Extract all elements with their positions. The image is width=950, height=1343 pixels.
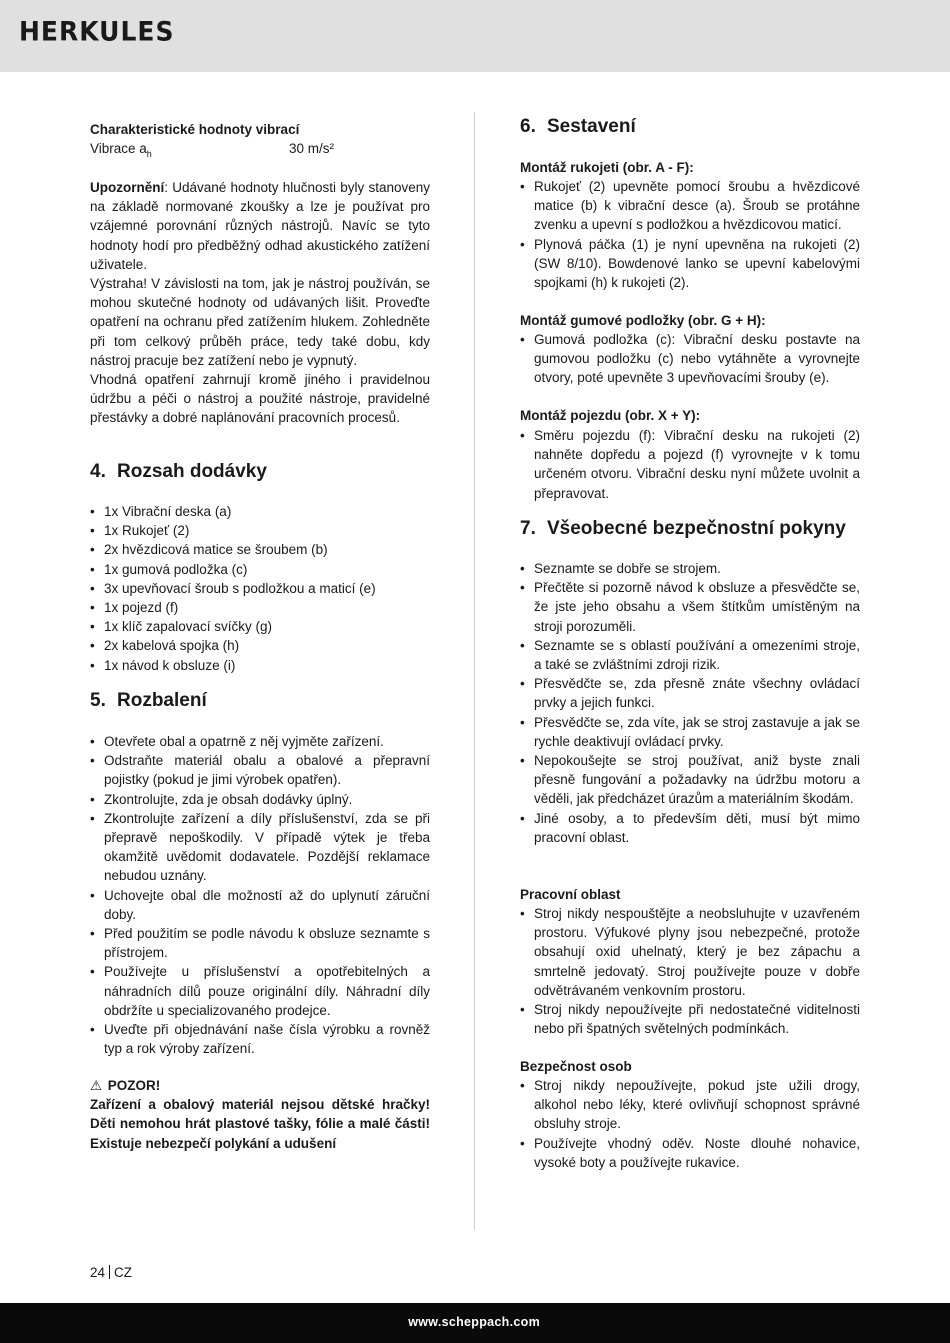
header-bar xyxy=(0,0,950,72)
list-item: • Před použitím se podle návodu k obsluze seznamte s přístrojem. xyxy=(90,924,430,962)
section-5-heading: 5. Rozbalení xyxy=(90,690,207,711)
list-item: • Přesvědčte se, zda přesně znáte všechny ovládací prvky a jejich funkci. xyxy=(520,674,860,712)
section-7-heading: 7. Všeobecné bezpečnostní pokyny xyxy=(520,518,846,539)
list-item: • 1x pojezd (f) xyxy=(90,598,430,617)
note-paragraph: Upozornění: Udávané hodnoty hlučnosti byly stanoveny na základě normované zkoušky a lze je používat pro vzájemné porovnání různých nástrojů. Navíc se tyto hodnoty hodí pro předběžný odhad akustického zatížení uživatele. xyxy=(90,180,430,272)
list-item: • Směru pojezdu (f): Vibrační desku na rukojeti (2) nahněte dopředu a pojezd (f) vyrovnejte v k tomu určeném otvoru. Vibrační desku nyní můžete uvolnit a přepravovat. xyxy=(520,426,860,503)
warning-paragraph: Výstraha! V závislosti na tom, jak je nástroj používán, se mohou skutečné hodnoty od udávaných lišit. Proveďte opatření na ochranu před zatížením hlukem. Zohledněte při tom celkový průběh práce, tedy také dobu, kdy nástroj pracuje bez zatížení nebo je vypnutý. xyxy=(90,276,430,368)
vibration-value: 30 m/s² xyxy=(289,141,335,157)
page-separator xyxy=(109,1265,110,1279)
brand-logo: HERKULES xyxy=(19,16,175,47)
list-item: • Rukojeť (2) upevněte pomocí šroubu a hvězdicové matice (b) k vibrační desce (a). Šroub se protáhne zvenku a upevní s podložkou a hvězdicovou maticí. xyxy=(520,177,860,235)
list-item: • Seznamte se dobře se strojem. xyxy=(520,559,860,578)
vibration-row xyxy=(90,139,430,158)
rubber-list xyxy=(520,330,860,388)
list-item: • Zkontrolujte zařízení a díly příslušenství, zda se při přepravě nepoškodily. V případě výtek je třeba okamžitě uvědomit dodavatele. Pozdější reklamace nebudou uznány. xyxy=(90,809,430,886)
measures-paragraph: Vhodná opatření zahrnují kromě jiného i pravidelnou údržbu a péči o nástroj a použité nástroje, pravidelné přestávky a dobré naplánování pracovních procesů. xyxy=(90,372,430,426)
caution-block xyxy=(90,1076,430,1153)
list-item: • Stroj nikdy nepoužívejte při nedostatečné viditelnosti nebo při špatných světelných podmínkách. xyxy=(520,1000,860,1038)
list-item: • Otevřete obal a opatrně z něj vyjměte zařízení. xyxy=(90,732,430,751)
persons-list xyxy=(520,1076,860,1172)
list-item: • 1x klíč zapalovací svíčky (g) xyxy=(90,617,430,636)
list-item: • Uchovejte obal dle možností až do uplynutí záruční doby. xyxy=(90,886,430,924)
list-item: • Seznamte se s oblastí používání a omezeními stroje, a také se zvláštními zdroji rizik. xyxy=(520,636,860,674)
wheel-list xyxy=(520,426,860,503)
list-item: • 1x návod k obsluze (i) xyxy=(90,656,430,675)
handle-list xyxy=(520,177,860,292)
wheel-subtitle: Montáž pojezdu (obr. X + Y): xyxy=(520,408,701,423)
list-item: • Stroj nikdy nepoužívejte, pokud jste užili drogy, alkohol nebo léky, které ovlivňují schopnost správné obsluhy stroje. xyxy=(520,1076,860,1134)
list-item: • Používejte vhodný oděv. Noste dlouhé nohavice, vysoké boty a používejte rukavice. xyxy=(520,1134,860,1172)
caution-heading: ⚠ POZOR! xyxy=(90,1076,430,1095)
page-number: 24 CZ xyxy=(90,1265,133,1280)
handle-subtitle: Montáž rukojeti (obr. A - F): xyxy=(520,160,694,175)
list-item: • Přesvědčte se, zda víte, jak se stroj zastavuje a jak se rychle deaktivují ovládací prvky. xyxy=(520,713,860,751)
list-item: • Používejte u příslušenství a opotřebitelných a náhradních dílů pouze originální díly. Náhradní díly obdržíte u specializovaného prodejce. xyxy=(90,962,430,1020)
list-item: • Stroj nikdy nespouštějte a neobsluhujte v uzavřeném prostoru. Výfukové plyny jsou nebezpečné, protože obsahují oxid uhelnatý, který je bez zápachu a smrtelně jedovatý. Stroj používejte pouze v dobře odvětrávaném venkovním prostoru. xyxy=(520,904,860,1000)
vibration-block xyxy=(90,120,430,158)
section-6-heading: 6. Sestavení xyxy=(520,116,636,137)
list-item: • Odstraňte materiál obalu a obalové a přepravní pojistky (pokud je jimi výrobek opatřen). xyxy=(90,751,430,789)
persons-subtitle: Bezpečnost osob xyxy=(520,1059,632,1074)
list-item: • 1x Vibrační deska (a) xyxy=(90,502,430,521)
list-item: • 2x kabelová spojka (h) xyxy=(90,636,430,655)
delivery-list xyxy=(90,502,430,675)
unpacking-list xyxy=(90,732,430,1058)
list-item: • Přečtěte si pozorně návod k obsluze a přesvědčte se, že jste jeho obsahu a všem štítkům umístěným na stroji porozuměli. xyxy=(520,578,860,636)
work-area-list xyxy=(520,904,860,1038)
work-area-subtitle: Pracovní oblast xyxy=(520,887,621,902)
list-item: • Plynová páčka (1) je nyní upevněna na rukojeti (2) (SW 8/10). Bowdenové lanko se upevní kabelovými spojkami (h) k rukojeti (2). xyxy=(520,235,860,293)
section-4-heading: 4. Rozsah dodávky xyxy=(90,461,267,482)
column-divider xyxy=(474,112,475,1230)
notes-block xyxy=(90,178,430,428)
list-item: • Uveďte při objednávání naše čísla výrobku a rovněž typ a rok výroby zařízení. xyxy=(90,1020,430,1058)
vibration-label: Vibrace $a_h$ xyxy=(90,141,152,160)
footer-bar xyxy=(0,1303,950,1343)
list-item: • 3x upevňovací šroub s podložkou a maticí (e) xyxy=(90,579,430,598)
warning-triangle-icon: ⚠ xyxy=(90,1078,103,1093)
list-item: • 2x hvězdicová matice se šroubem (b) xyxy=(90,540,430,559)
vibration-title: Charakteristické hodnoty vibrací xyxy=(90,122,300,137)
list-item: • Jiné osoby, a to především děti, musí být mimo pracovní oblast. xyxy=(520,809,860,847)
list-item: • Gumová podložka (c): Vibrační desku postavte na gumovou podložku (c) nebo vytáhněte a vyrovnejte otvory, poté upevněte 3 upevňovacími šrouby (e). xyxy=(520,330,860,388)
rubber-subtitle: Montáž gumové podložky (obr. G + H): xyxy=(520,313,766,328)
list-item: • Zkontrolujte, zda je obsah dodávky úplný. xyxy=(90,790,430,809)
caution-text: Zařízení a obalový materiál nejsou dětské hračky! Děti nemohou hrát plastové tašky, fólie a malé části! Existuje nebezpečí polykání a udušení xyxy=(90,1097,430,1151)
list-item: • 1x Rukojeť (2) xyxy=(90,521,430,540)
list-item: • Nepokoušejte se stroj používat, aniž byste znali přesně fungování a požadavky na údržbu motoru a věděli, jak předcházet úrazům a materiálním škodám. xyxy=(520,751,860,809)
safety-list xyxy=(520,559,860,847)
website-link[interactable]: www.scheppach.com xyxy=(408,1315,540,1329)
list-item: • 1x gumová podložka (c) xyxy=(90,560,430,579)
